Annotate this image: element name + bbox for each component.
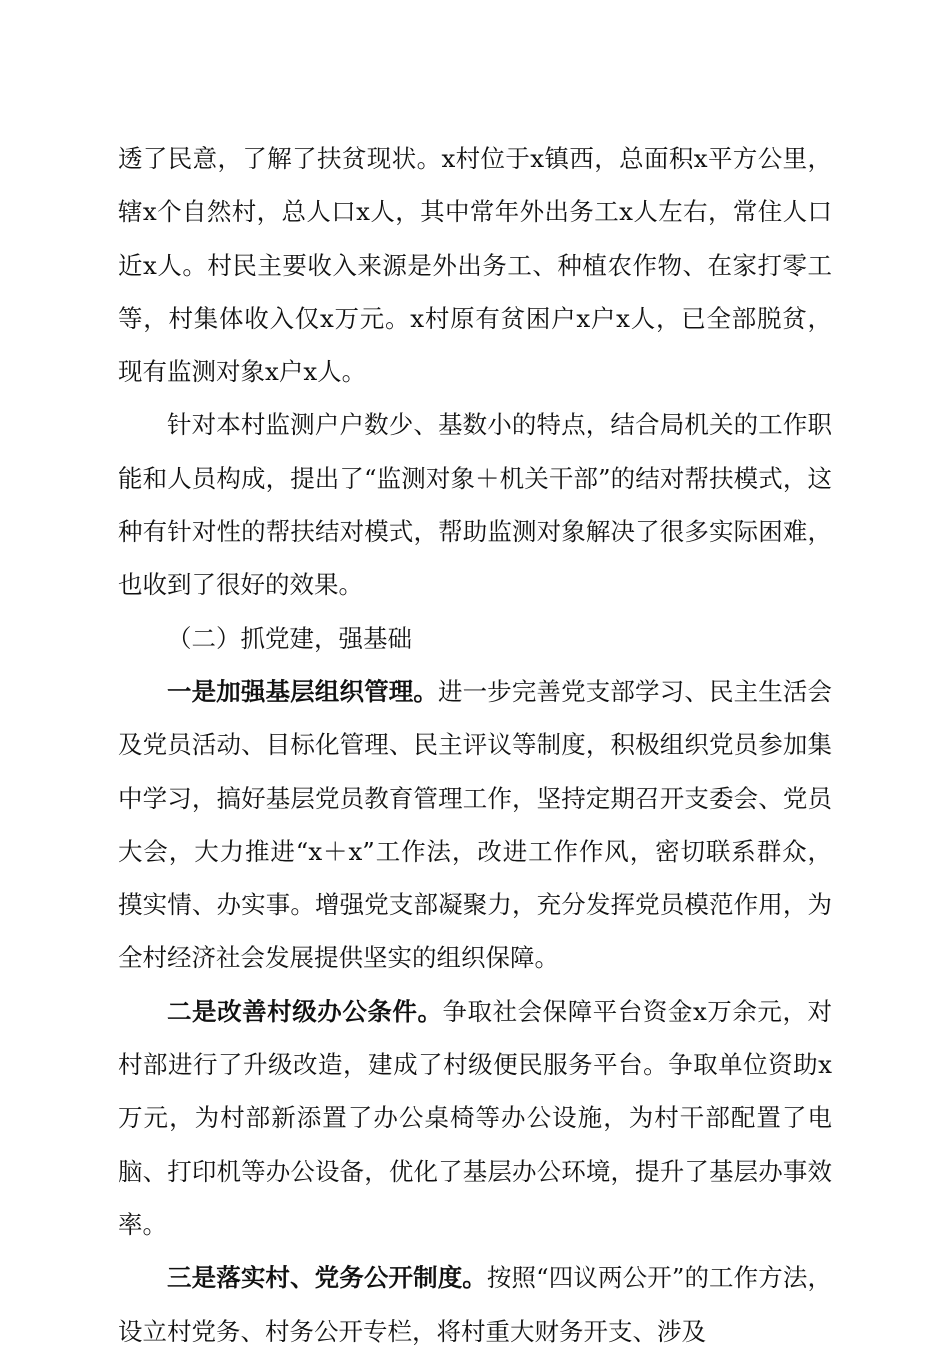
- paragraph-item-2: [118, 985, 832, 1251]
- section-heading: （二）抓党建，强基础: [167, 623, 412, 653]
- item-1-lead: 一是加强基层组织管理。: [167, 676, 438, 706]
- item-2-body: 争取社会保障平台资金x万余元，对村部进行了升级改造，建成了村级便民服务平台。争取单位资助x万元，为村部新添置了办公桌椅等办公设施，为村干部配置了电脑、打印机等办公设备，优化了基层办公环境，提升了基层办事效率。: [118, 996, 832, 1239]
- item-3-body: 按照“四议两公开”的工作方法，设立村党务、村务公开专栏，将村重大财务开支、涉及: [118, 1263, 832, 1346]
- paragraph-item-3: [118, 1251, 832, 1358]
- paragraph-village-overview: 透了民意，了解了扶贫现状。x村位于x镇西，总面积x平方公里，辖x个自然村，总人口x人，其中常年外出务工x人左右，常住人口近x人。村民主要收入来源是外出务工、种植农作物、在家打零工等，村集体收入仅x万元。x村原有贫困户x户x人，已全部脱贫，现有监测对象x户x人。: [118, 144, 832, 387]
- paragraph-pairing-model: 针对本村监测户户数少、基数小的特点，结合局机关的工作职能和人员构成，提出了“监测对象＋机关干部”的结对帮扶模式，这种有针对性的帮扶结对模式，帮助监测对象解决了很多实际困难，也收到了很好的效果。: [118, 410, 832, 600]
- document-body: [118, 132, 832, 1358]
- item-2-lead: 二是改善村级办公条件。: [167, 996, 443, 1026]
- item-3-lead: 三是落实村、党务公开制度。: [167, 1263, 487, 1293]
- item-1-body: 进一步完善党支部学习、民主生活会及党员活动、目标化管理、民主评议等制度，积极组织党员参加集中学习，搞好基层党员教育管理工作，坚持定期召开支委会、党员大会，大力推进“x＋x”工作法，改进工作作风，密切联系群众，摸实情、办实事。增强党支部凝聚力，充分发挥党员模范作用，为全村经济社会发展提供坚实的组织保障。: [118, 676, 833, 973]
- paragraph-item-1: [118, 665, 832, 985]
